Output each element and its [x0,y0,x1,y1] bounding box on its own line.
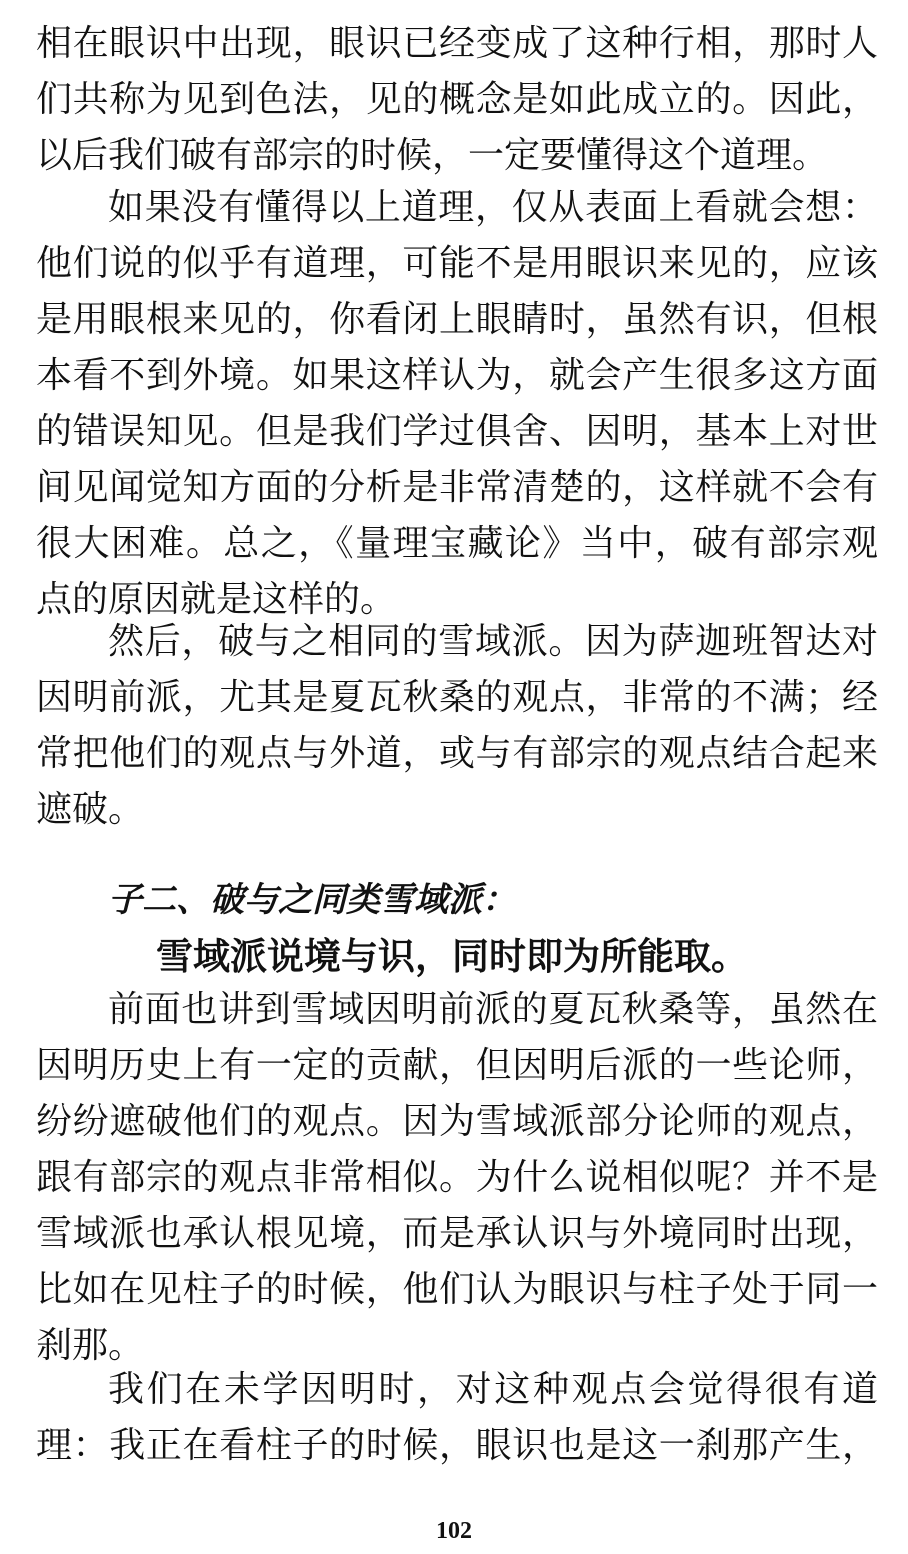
text-line: 是用眼根来见的，你看闭上眼睛时，虽然有识，但根 [36,299,878,340]
text-line: 他们说的似乎有道理，可能不是用眼识来见的，应该 [36,243,878,284]
text-line: 常把他们的观点与外道，或与有部宗的观点结合起来 [36,733,878,774]
text-line: 很大困难。总之，《量理宝藏论》当中，破有部宗观 [36,523,878,564]
text-line: 因明历史上有一定的贡献，但因明后派的一些论师， [36,1045,878,1086]
text-line: 雪域派也承认根见境，而是承认识与外境同时出现， [36,1213,878,1254]
text-line: 间见闻觉知方面的分析是非常清楚的，这样就不会有 [36,467,878,508]
text-line: 相在眼识中出现，眼识已经变成了这种行相，那时人 [36,23,878,64]
text-line: 刹那。 [36,1325,145,1366]
text-line: 的错误知见。但是我们学过俱舍、因明，基本上对世 [36,411,878,452]
text-line: 们共称为见到色法，见的概念是如此成立的。因此， [36,79,878,120]
page-number: 102 [436,1518,472,1544]
text-line: 本看不到外境。如果这样认为，就会产生很多这方面 [36,355,878,396]
section-heading: 子二、破与之同类雪域派： [108,880,516,920]
text-line: 因明前派，尤其是夏瓦秋桑的观点，非常的不满；经 [36,677,878,718]
text-line: 点的原因就是这样的。 [36,579,397,620]
text-line: 跟有部宗的观点非常相似。为什么说相似呢？并不是 [36,1157,878,1198]
text-line: 如果没有懂得以上道理，仅从表面上看就会想： [108,187,878,228]
text-line: 前面也讲到雪域因明前派的夏瓦秋桑等，虽然在 [108,989,878,1030]
text-line: 我们在未学因明时，对这种观点会觉得很有道 [108,1369,878,1410]
text-line: 纷纷遮破他们的观点。因为雪域派部分论师的观点， [36,1101,878,1142]
root-verse: 雪域派说境与识，同时即为所能取。 [156,935,748,978]
text-line: 理：我正在看柱子的时候，眼识也是这一刹那产生， [36,1425,878,1466]
text-line: 比如在见柱子的时候，他们认为眼识与柱子处于同一 [36,1269,878,1310]
text-line: 然后，破与之相同的雪域派。因为萨迦班智达对 [108,621,878,662]
text-line: 遮破。 [36,789,145,830]
text-line: 以后我们破有部宗的时候，一定要懂得这个道理。 [36,135,829,176]
